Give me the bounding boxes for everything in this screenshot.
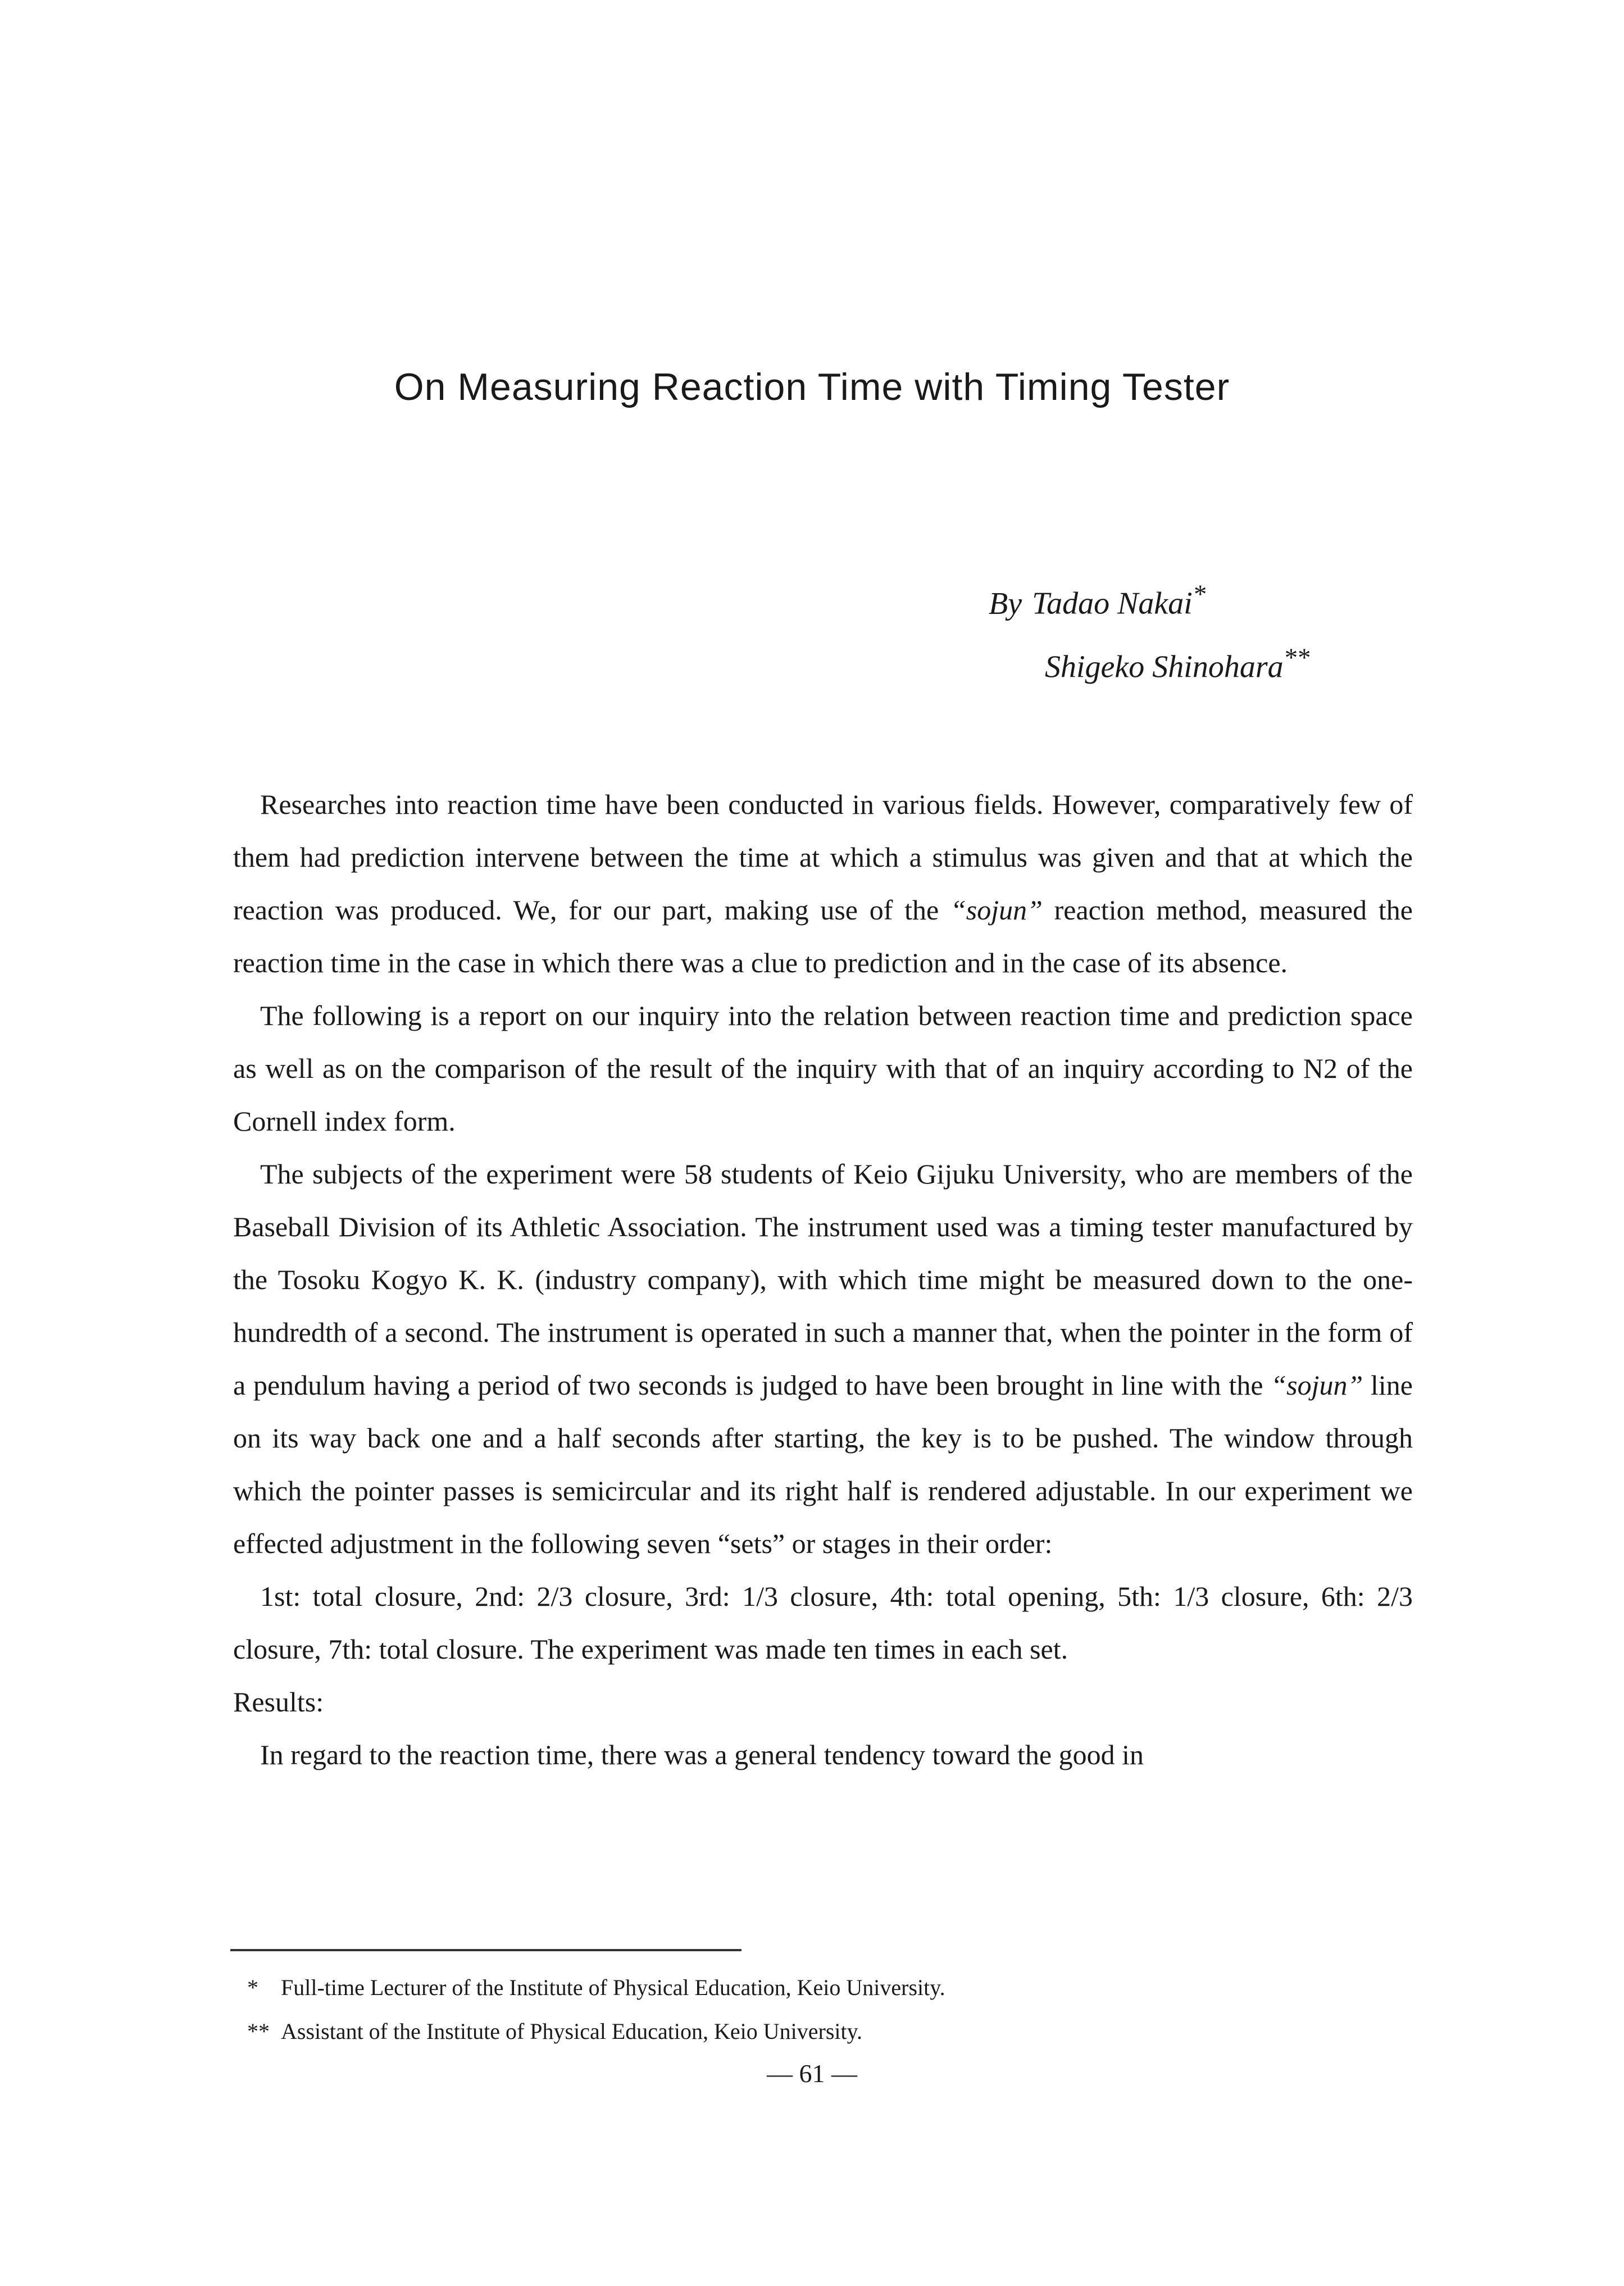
paragraph-4: 1st: total closure, 2nd: 2/3 closure, 3rd: 1/3 closure, 4th: total opening, 5th: 1/3 closure, 6th: 2/3 closure, 7th: total closure. The experiment was made ten times in each set.	[233, 1581, 1413, 1665]
footnotes	[247, 1966, 1371, 2053]
paper-title: On Measuring Reaction Time with Timing Tester	[394, 366, 1230, 408]
footnote-2-text: Assistant of the Institute of Physical Education, Keio University.	[281, 2019, 863, 2044]
paragraph-1	[233, 778, 1413, 989]
footnote-1-text: Full-time Lecturer of the Institute of Physical Education, Keio University.	[281, 1975, 945, 2000]
paragraph-3-term: “sojun”	[1271, 1369, 1363, 1401]
author-mark-2: **	[1283, 643, 1310, 672]
author-line-1	[989, 567, 1309, 631]
paragraph-1-part-a: Researches into reaction time have been conducted in various fields. However, comparatively few of them had prediction intervene between the time at which a stimulus was given and that at which the reaction was produced. We, for our part, making use of the	[233, 789, 1413, 926]
by-label: By	[989, 586, 1022, 621]
paragraph-5: In regard to the reaction time, there was a general tendency toward the good in	[260, 1739, 1144, 1770]
author-name-2: Shigeko Shinohara	[1045, 649, 1284, 685]
footnote-1-mark: *	[247, 1975, 258, 2000]
paragraph-1-term: “sojun”	[950, 894, 1043, 926]
paragraph-3-part-b: line on its way back one and a half seconds after starting, the key is to be pushed. The window through which the pointer passes is semicircular and its right half is rendered adjustable. In our experiment we effected adjustment in the following seven “sets” or stages in their order:	[233, 1369, 1413, 1559]
page-number: — 61 —	[767, 2059, 857, 2088]
footnote-rule	[230, 1949, 742, 1951]
paragraph-3	[233, 1147, 1413, 1570]
body-text	[233, 778, 1413, 1781]
author-name-1: Tadao Nakai	[1032, 586, 1193, 621]
footnote-2	[247, 2010, 1371, 2053]
author-line-2	[989, 631, 1309, 694]
author-mark-1: *	[1192, 580, 1206, 609]
author-block	[989, 567, 1309, 694]
footnote-1	[247, 1966, 1371, 2010]
paragraph-3-part-a: The subjects of the experiment were 58 students of Keio Gijuku University, who are members of the Baseball Division of its Athletic Association. The instrument used was a timing tester manufactured by the Tosoku Kogyo K. K. (industry company), with which time might be measured down to the one-hundredth of a second. The instrument is operated in such a manner that, when the pointer in the form of a pendulum having a period of two seconds is judged to have been brought in line with the	[233, 1158, 1413, 1401]
results-label: Results:	[233, 1686, 324, 1718]
footnote-2-mark: **	[247, 2019, 270, 2044]
paragraph-2: The following is a report on our inquiry into the relation between reaction time and prediction space as well as on the comparison of the result of the inquiry with that of an inquiry according to N2 of the Cornell index form.	[233, 1000, 1413, 1137]
paragraph-1-part-b: reaction method, measured the reaction time in the case in which there was a clue to prediction and in the case of its absence.	[233, 894, 1413, 978]
